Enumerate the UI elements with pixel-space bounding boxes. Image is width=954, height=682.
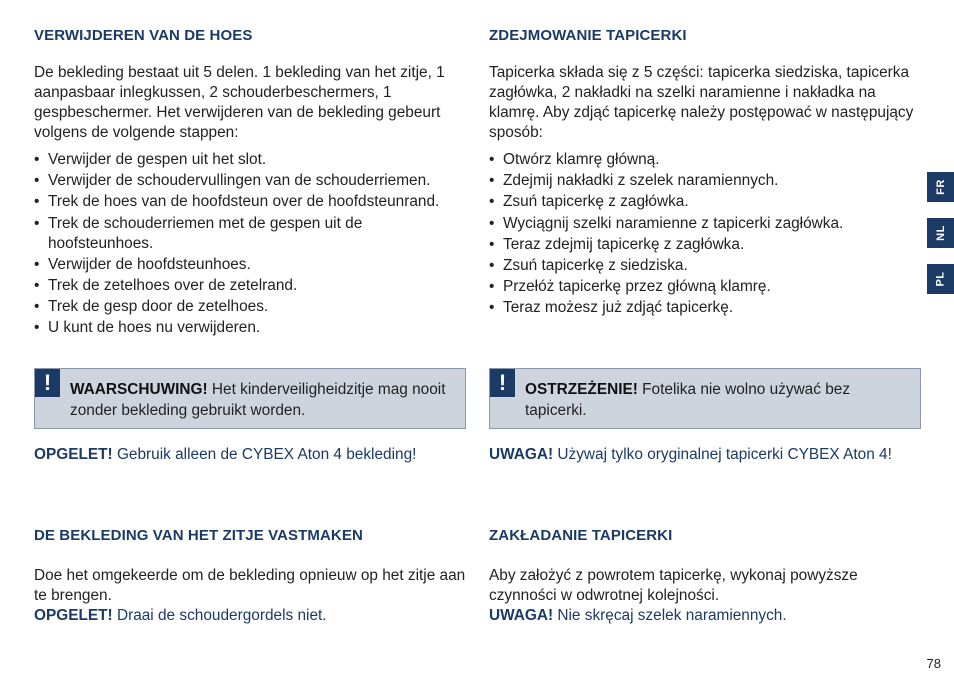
list-item: • Teraz możesz już zdjąć tapicerkę. [489, 298, 921, 318]
language-tab-pl[interactable] [927, 264, 954, 294]
note-body: Używaj tylko oryginalnej tapicerki CYBEX Aton 4! [553, 446, 892, 463]
note-label: UWAGA! [489, 446, 554, 463]
section-heading-fitting-nl: DE BEKLEDING VAN HET ZITJE VASTMAKEN [34, 527, 363, 544]
warning-text-nl [70, 379, 455, 421]
list-item: • Zsuń tapicerkę z zagłówka. [489, 192, 921, 212]
list-item: • Trek de hoes van de hoofdsteun over de hoofdsteunrand. [34, 192, 466, 212]
note-label: UWAGA! [489, 607, 554, 624]
fitting-paragraph-pl: Aby założyć z powrotem tapicerkę, wykonaj powyższe czynności w odwrotnej kolejności. [489, 567, 858, 604]
fitting-paragraph-nl: Doe het omgekeerde om de bekleding opnieuw op het zitje aan te brengen. [34, 567, 466, 604]
list-item: • Verwijder de schoudervullingen van de schouderriemen. [34, 171, 466, 191]
warning-body: Fotelika nie wolno używać bez tapicerki. [525, 381, 851, 419]
tab-label: PL [934, 271, 947, 287]
note-label: OPGELET! [34, 607, 113, 624]
list-item: • Verwijder de gespen uit het slot. [34, 150, 466, 170]
note2-nl [34, 606, 466, 626]
list-item: • Przełóż tapicerkę przez główną klamrę. [489, 277, 921, 297]
fitting-section-nl [34, 527, 466, 626]
list-item: • Zsuń tapicerkę z siedziska. [489, 256, 921, 276]
warning-body: Het kinderveiligheidzitje mag nooit zonder bekleding gebruikt worden. [70, 381, 446, 419]
steps-list-pl [489, 150, 921, 318]
fitting-section-pl [489, 527, 921, 626]
note-body: Nie skręcaj szelek naramiennych. [553, 607, 787, 624]
warning-text-pl [525, 379, 910, 421]
steps-list-nl [34, 150, 466, 338]
intro-paragraph-pl: Tapicerka składa się z 5 części: tapicerka siedziska, tapicerka zagłówka, 2 nakładki na szelki naramienne i nakładka na klamrę. Aby zdjąć tapicerkę należy postępować w następujący sposób: [489, 64, 914, 141]
note2-pl [489, 606, 921, 626]
tab-label: NL [934, 225, 947, 241]
list-item: • Trek de zetelhoes over de zetelrand. [34, 276, 466, 296]
list-item: • Teraz zdejmij tapicerkę z zagłówka. [489, 235, 921, 255]
language-tab-fr[interactable] [927, 172, 954, 202]
tab-label: FR [934, 179, 947, 195]
section-heading-fitting-pl: ZAKŁADANIE TAPICERKI [489, 527, 673, 544]
list-item: • U kunt de hoes nu verwijderen. [34, 318, 466, 338]
language-tab-nl[interactable] [927, 218, 954, 248]
warning-box-pl [489, 368, 921, 429]
right-column [489, 27, 921, 320]
section-heading-removal-nl: VERWIJDEREN VAN DE HOES [34, 27, 253, 44]
note-body: Gebruik alleen de CYBEX Aton 4 bekleding! [112, 446, 417, 463]
list-item: • Otwórz klamrę główną. [489, 150, 921, 170]
note-body: Draai de schoudergordels niet. [112, 607, 327, 624]
section-heading-removal-pl: ZDEJMOWANIE TAPICERKI [489, 27, 687, 44]
exclamation-icon: ! [35, 369, 60, 397]
warning-label: WAARSCHUWING! [70, 381, 208, 398]
note-nl [34, 445, 466, 465]
left-column [34, 27, 466, 340]
exclamation-icon: ! [490, 369, 515, 397]
intro-paragraph-nl: De bekleding bestaat uit 5 delen. 1 bekleding van het zitje, 1 aanpasbaar inlegkussen, 2 schouderbeschermers, 1 gespbeschermer. Het verwijderen van de bekleding gebeurt volgens de volgende stappen: [34, 64, 445, 141]
list-item: • Verwijder de hoofdsteunhoes. [34, 255, 466, 275]
warning-box-nl [34, 368, 466, 429]
note-label: OPGELET! [34, 446, 113, 463]
list-item: • Trek de gesp door de zetelhoes. [34, 297, 466, 317]
note-pl [489, 445, 921, 465]
list-item: • Wyciągnij szelki naramienne z tapicerki zagłówka. [489, 214, 921, 234]
list-item: • Zdejmij nakładki z szelek naramiennych. [489, 171, 921, 191]
page-number: 78 [926, 656, 941, 671]
list-item: • Trek de schouderriemen met de gespen uit de hoofsteunhoes. [34, 214, 466, 254]
warning-label: OSTRZEŻENIE! [525, 381, 638, 398]
